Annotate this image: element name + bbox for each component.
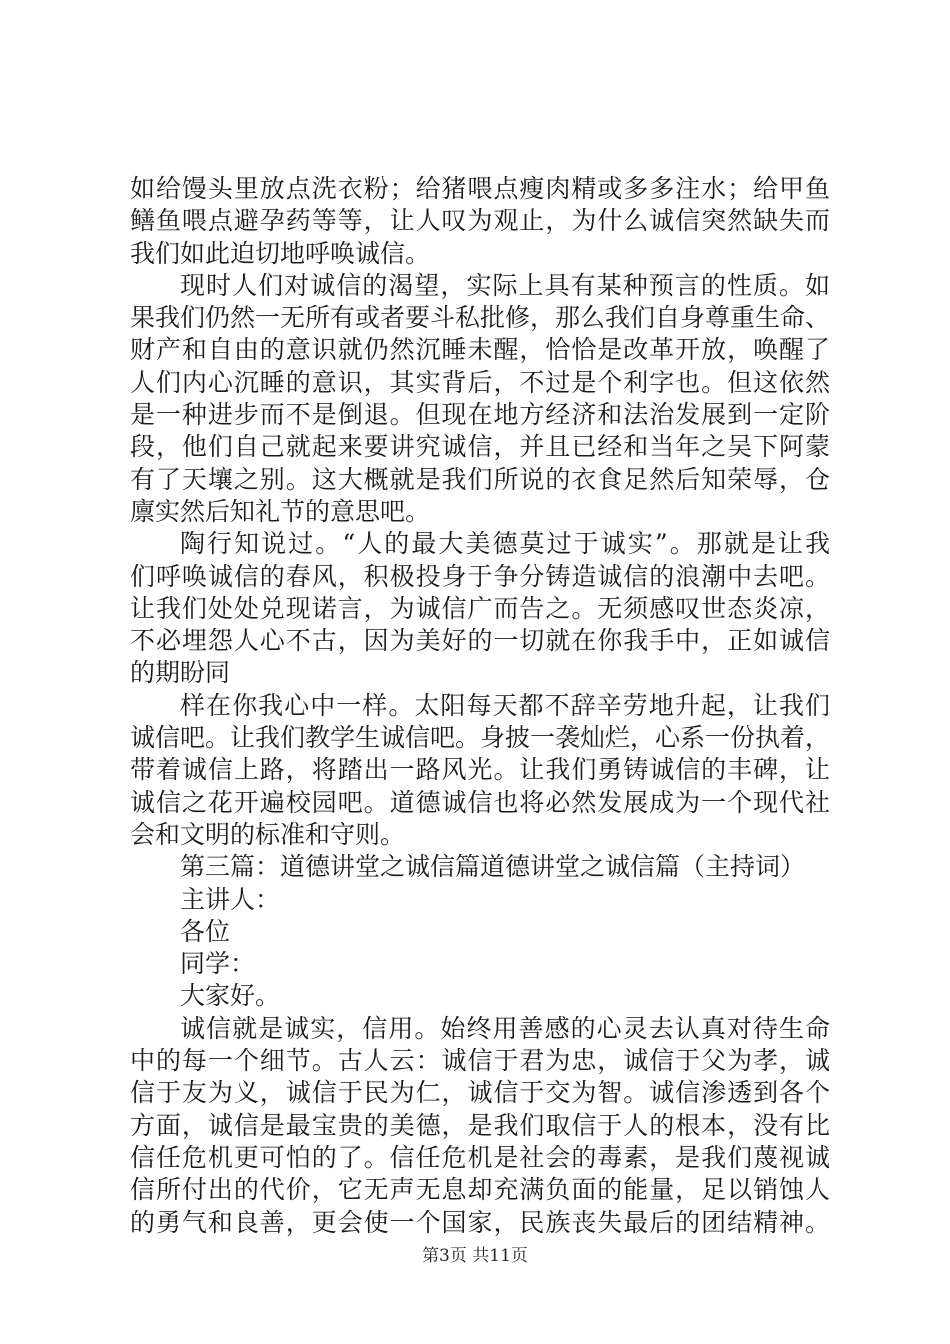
text-line: 诚信吧。让我们教学生诚信吧。身披一袭灿烂，心系一份执着， — [130, 723, 831, 753]
text-line: 段，他们自己就起来要讲究诚信，并且已经和当年之吴下阿蒙 — [130, 432, 830, 462]
text-line: 信任危机更可怕的了。信任危机是社会的毒素，是我们蔑视诚 — [130, 1142, 830, 1172]
text-line: 们呼唤诚信的春风，积极投身于争分铸造诚信的浪潮中去吧。 — [130, 561, 830, 591]
text-line: 会和文明的标准和守则。 — [130, 819, 406, 849]
body-text — [130, 173, 830, 1239]
text-line: 人们内心沉睡的意识，其实背后，不过是个利字也。但这依然 — [130, 367, 830, 397]
text-line: 鳝鱼喂点避孕药等等，让人叹为观止，为什么诚信突然缺失而 — [130, 206, 830, 236]
text-line: 中的每一个细节。古人云：诚信于君为忠，诚信于父为孝，诚 — [130, 1046, 830, 1076]
text-line: 的期盼同 — [130, 658, 231, 688]
text-line: 财产和自由的意识就仍然沉睡未醒，恰恰是改革开放，唤醒了 — [130, 335, 830, 365]
text-line: 大家好。 — [180, 981, 281, 1011]
text-line: 各位 — [180, 916, 231, 946]
text-line: 果我们仍然一无所有或者要斗私批修，那么我们自身尊重生命、 — [130, 303, 831, 333]
text-line: 现时人们对诚信的渴望，实际上具有某种预言的性质。如 — [180, 270, 830, 300]
text-line: 方面，诚信是最宝贵的美德，是我们取信于人的根本，没有比 — [130, 1110, 830, 1140]
text-line: 让我们处处兑现诺言，为诚信广而告之。无须感叹世态炎凉， — [130, 593, 830, 623]
section-heading: 第三篇：道德讲堂之诚信篇道德讲堂之诚信篇（主持词） — [180, 852, 806, 882]
text-line: 诚信就是诚实，信用。始终用善感的心灵去认真对待生命 — [180, 1013, 830, 1043]
text-line: 诚信之花开遍校园吧。道德诚信也将必然发展成为一个现代社 — [130, 787, 830, 817]
text-line: 廪实然后知礼节的意思吧。 — [130, 496, 431, 526]
text-line: 如给馒头里放点洗衣粉；给猪喂点瘦肉精或多多注水；给甲鱼 — [130, 174, 830, 203]
text-line: 不必埋怨人心不古，因为美好的一切就在你我手中，正如诚信 — [130, 626, 830, 656]
text-line: 的勇气和良善，更会使一个国家，民族丧失最后的团结精神。 — [130, 1207, 830, 1237]
text-line: 样在你我心中一样。太阳每天都不辞辛劳地升起，让我们 — [180, 690, 830, 720]
text-line: 有了天壤之别。这大概就是我们所说的衣食足然后知荣辱，仓 — [130, 464, 830, 494]
page-number-footer: 第3页 共11页 — [422, 1246, 528, 1266]
text-line: 我们如此迫切地呼唤诚信。 — [130, 238, 431, 268]
text-line: 信于友为义，诚信于民为仁，诚信于交为智。诚信渗透到各个 — [130, 1078, 830, 1108]
text-line: 陶行知说过。“人的最大美德莫过于诚实”。那就是让我 — [180, 529, 830, 559]
text-line: 信所付出的代价，它无声无息却充满负面的能量，足以销蚀人 — [130, 1175, 830, 1205]
text-line: 主讲人： — [180, 884, 281, 914]
text-line: 是一种进步而不是倒退。但现在地方经济和法治发展到一定阶 — [130, 400, 830, 430]
text-line: 带着诚信上路，将踏出一路风光。让我们勇铸诚信的丰碑，让 — [130, 755, 830, 785]
text-line: 同学： — [180, 949, 256, 979]
